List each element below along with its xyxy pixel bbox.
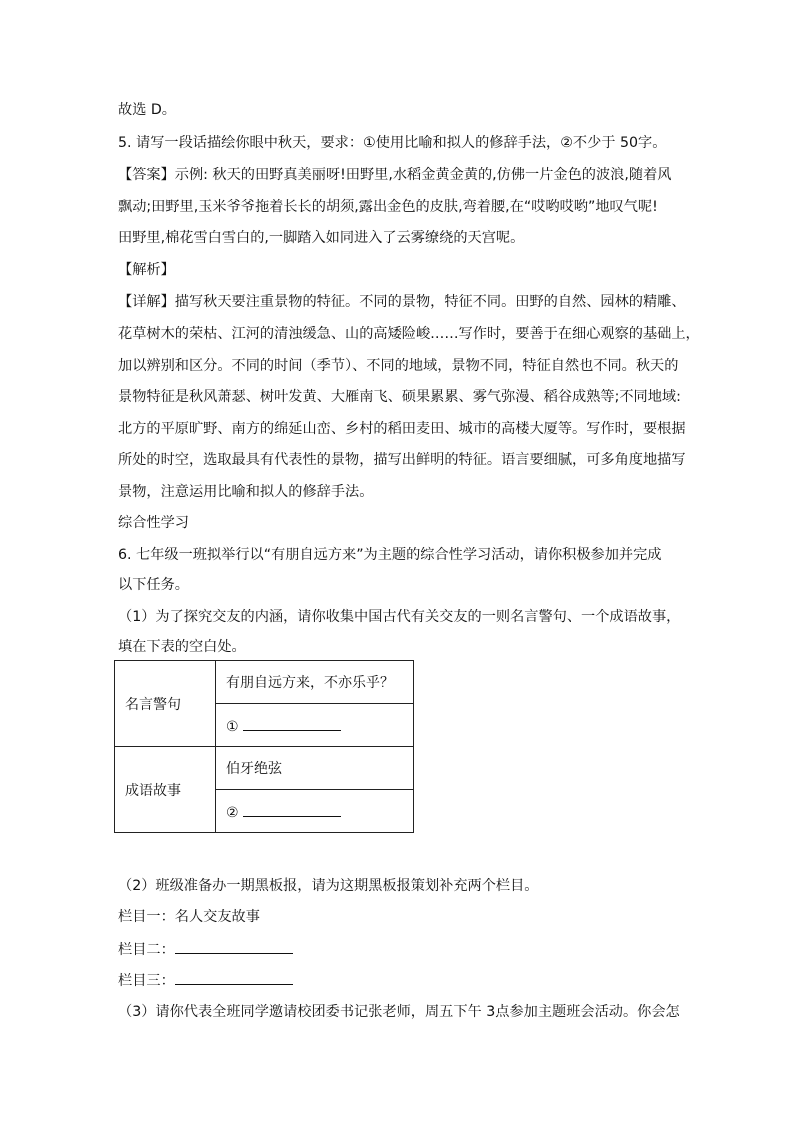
idiom-blank-cell[interactable] [216,790,414,833]
column-three: 栏目三： [118,970,293,991]
analysis-heading: 【解析】 [118,262,175,278]
detail-line: 北方的平原旷野、南方的绵延山峦、乡村的稻田麦田、城市的高楼大厦等。写作时，要根据 [118,421,686,437]
subquestion-2: （2）班级准备办一期黑板报，请为这期黑板报策划补充两个栏目。 [118,878,539,894]
subquestion-3: （3）请你代表全班同学邀请校团委书记张老师，周五下午 3点参加主题班会活动。你会怎 [118,1004,680,1020]
blank-line[interactable] [175,970,293,985]
section-heading: 综合性学习 [118,515,189,531]
answer-line: 【答案】示例: 秋天的田野真美丽呀!田野里,水稻金黄金黄的,仿佛一片金色的波浪,随着风 [118,167,672,183]
detail-line: 花草树木的荣枯、江河的清浊缓急、山的高矮险峻……写作时，要善于在细心观察的基础上， [118,326,700,342]
blank-line[interactable] [243,802,341,817]
quote-cell: 有朋自远方来，不亦乐乎？ [216,661,414,704]
quote-blank-cell[interactable] [216,704,414,747]
row-label-quotes: 名言警句 [115,661,216,747]
text-line: 故选 D。 [118,102,176,118]
detail-line: 景物特征是秋风萧瑟、树叶发黄、大雁南飞、硕果累累、雾气弥漫、稻谷成熟等;不同地域: [118,389,681,405]
row-label-idioms: 成语故事 [115,747,216,833]
blank-marker: ② [226,804,239,821]
friendship-table [114,660,414,833]
detail-line: 所处的时空，选取最具有代表性的景物，描写出鲜明的特征。语言要细腻，可多角度地描写 [118,452,686,468]
subquestion-1: （1）为了探究交友的内涵，请你收集中国古代有关交友的一则名言警句、一个成语故事， [118,609,681,625]
column-two: 栏目二： [118,939,293,960]
answer-line: 飘动;田野里,玉米爷爷拖着长长的胡须,露出金色的皮肤,弯着腰,在“哎哟哎哟”地叹气呢! [118,199,658,215]
detail-line: 【详解】描写秋天要注重景物的特征。不同的景物，特征不同。田野的自然、园林的精雕、 [118,294,686,310]
idiom-cell: 伯牙绝弦 [216,747,414,790]
column-one: 栏目一：名人交友故事 [118,909,260,925]
detail-line: 加以辨别和区分。不同的时间（季节）、不同的地域，景物不同，特征自然也不同。秋天的 [118,358,679,374]
subquestion-1: 填在下表的空白处。 [118,639,246,655]
blank-line[interactable] [175,939,293,954]
blank-marker: ① [226,718,239,735]
detail-line: 景物，注意运用比喻和拟人的修辞手法。 [118,484,374,500]
question-6: 以下任务。 [118,577,189,593]
question-5: 5. 请写一段话描绘你眼中秋天，要求：①使用比喻和拟人的修辞手法，②不少于 50字。 [118,135,667,151]
blank-line[interactable] [243,716,341,731]
question-6: 6. 七年级一班拟举行以“有朋自远方来”为主题的综合性学习活动，请你积极参加并完成 [118,547,662,563]
answer-line: 田野里,棉花雪白雪白的,一脚踏入如同进入了云雾缭绕的天宫呢。 [118,230,525,246]
